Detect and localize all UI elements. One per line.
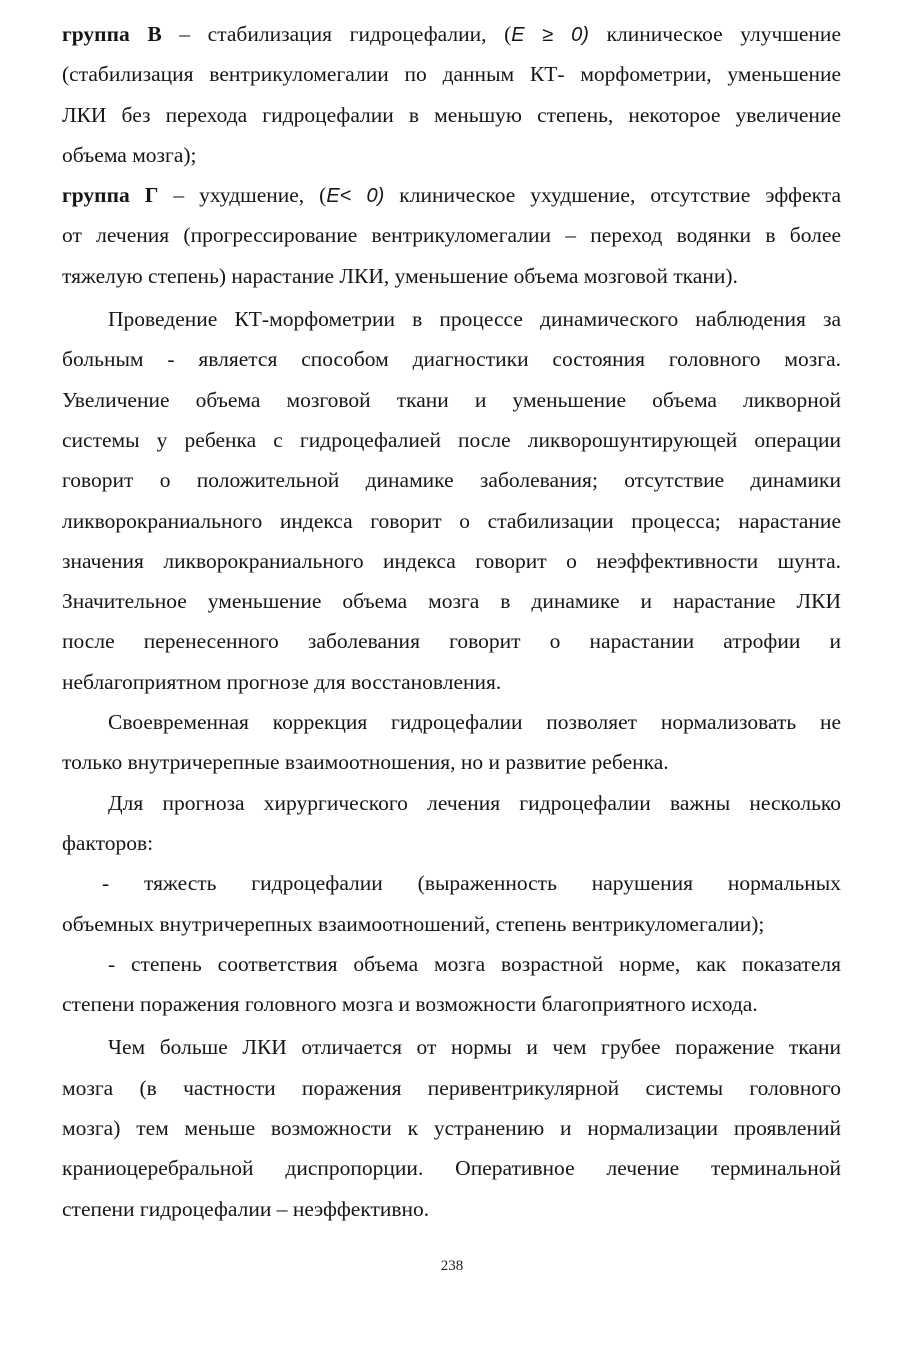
para-correction-line: Своевременная коррекция гидроцефалии позволяет нормализовать не [108, 710, 841, 735]
bullet-2-line: степени поражения головного мозга и возможности благоприятного исхода. [62, 992, 758, 1017]
para-kt-line: Значительное уменьшение объема мозга в динамике и нарастание ЛКИ [62, 589, 841, 614]
para-factors-line: Для прогноза хирургического лечения гидроцефалии важны несколько [108, 790, 841, 815]
para-lki-line: краниоцеребральной диспропорции. Оперативное лечение терминальной [62, 1156, 841, 1181]
para-kt-line: больным - является способом диагностики состояния головного мозга. [62, 347, 841, 372]
para-kt-line: системы у ребенка с гидроцефалией после ликворошунтирующей операции [62, 427, 841, 452]
para-kt-line: Проведение КТ-морфометрии в процессе динамического наблюдения за [108, 307, 841, 332]
group-g-label: группа Г [62, 183, 159, 208]
bullet-2-line: - степень соответствия объема мозга возрастной норме, как показателя [108, 951, 841, 976]
para-kt-line: ликворокраниального индекса говорит о стабилизации процесса; нарастание [62, 508, 841, 533]
group-b-dash: – стабилизация гидроцефалии, ( [161, 22, 512, 46]
group-b-formula: E ≥ 0) [511, 24, 589, 46]
group-g-formula: E< 0) [326, 185, 385, 208]
para-lki-line: мозга) тем меньше возможности к устранению и нормализации проявлений [62, 1116, 841, 1141]
bullet-1-line: объемных внутричерепных взаимоотношений, степень вентрикуломегалии); [62, 911, 765, 936]
group-g-line-2: от лечения (прогрессирование вентрикуломегалии – переход водянки в более [62, 223, 841, 248]
para-correction-line: только внутричерепные взаимоотношения, но и развитие ребенка. [62, 750, 669, 775]
group-g-dash: – ухудшение, ( [158, 183, 327, 208]
para-factors-line: факторов: [62, 830, 154, 855]
document-page [62, 14, 841, 1229]
group-b-line-2: (стабилизация вентрикуломегалии по данным КТ- морфометрии, уменьшение [62, 62, 841, 87]
group-b-line-1-rest: клиническое улучшение [588, 22, 841, 46]
para-lki-line: степени гидроцефалии – неэффективно. [62, 1196, 430, 1221]
page-number: 238 [440, 1258, 464, 1274]
para-kt-line: неблагоприятном прогнозе для восстановления. [62, 669, 502, 694]
para-kt-line: говорит о положительной динамике заболевания; отсутствие динамики [62, 468, 841, 493]
bullet-1-line: - тяжесть гидроцефалии (выраженность нарушения нормальных [102, 871, 841, 896]
para-kt-line: значения ликворокраниального индекса говорит о неэффективности шунта. [62, 548, 841, 573]
group-b-label: группа В [62, 22, 162, 46]
para-kt-line: Увеличение объема мозговой ткани и уменьшение объема ликворной [62, 387, 841, 412]
group-b-line-1 [62, 14, 841, 54]
group-g-line-1-rest: клиническое ухудшение, отсутствие эффекта [384, 183, 841, 208]
para-lki-line: мозга (в частности поражения перивентрикулярной системы головного [62, 1075, 841, 1100]
group-b-line-3: ЛКИ без перехода гидроцефалии в меньшую степень, некоторое увеличение [62, 102, 841, 127]
group-g-line-3: тяжелую степень) нарастание ЛКИ, уменьшение объема мозговой ткани). [62, 263, 738, 288]
group-g-line-1 [62, 175, 841, 215]
group-b-line-4: объема мозга); [62, 142, 197, 167]
para-kt-line: после перенесенного заболевания говорит о нарастании атрофии и [62, 629, 841, 654]
para-lki-line: Чем больше ЛКИ отличается от нормы и чем грубее поражение ткани [108, 1035, 841, 1060]
